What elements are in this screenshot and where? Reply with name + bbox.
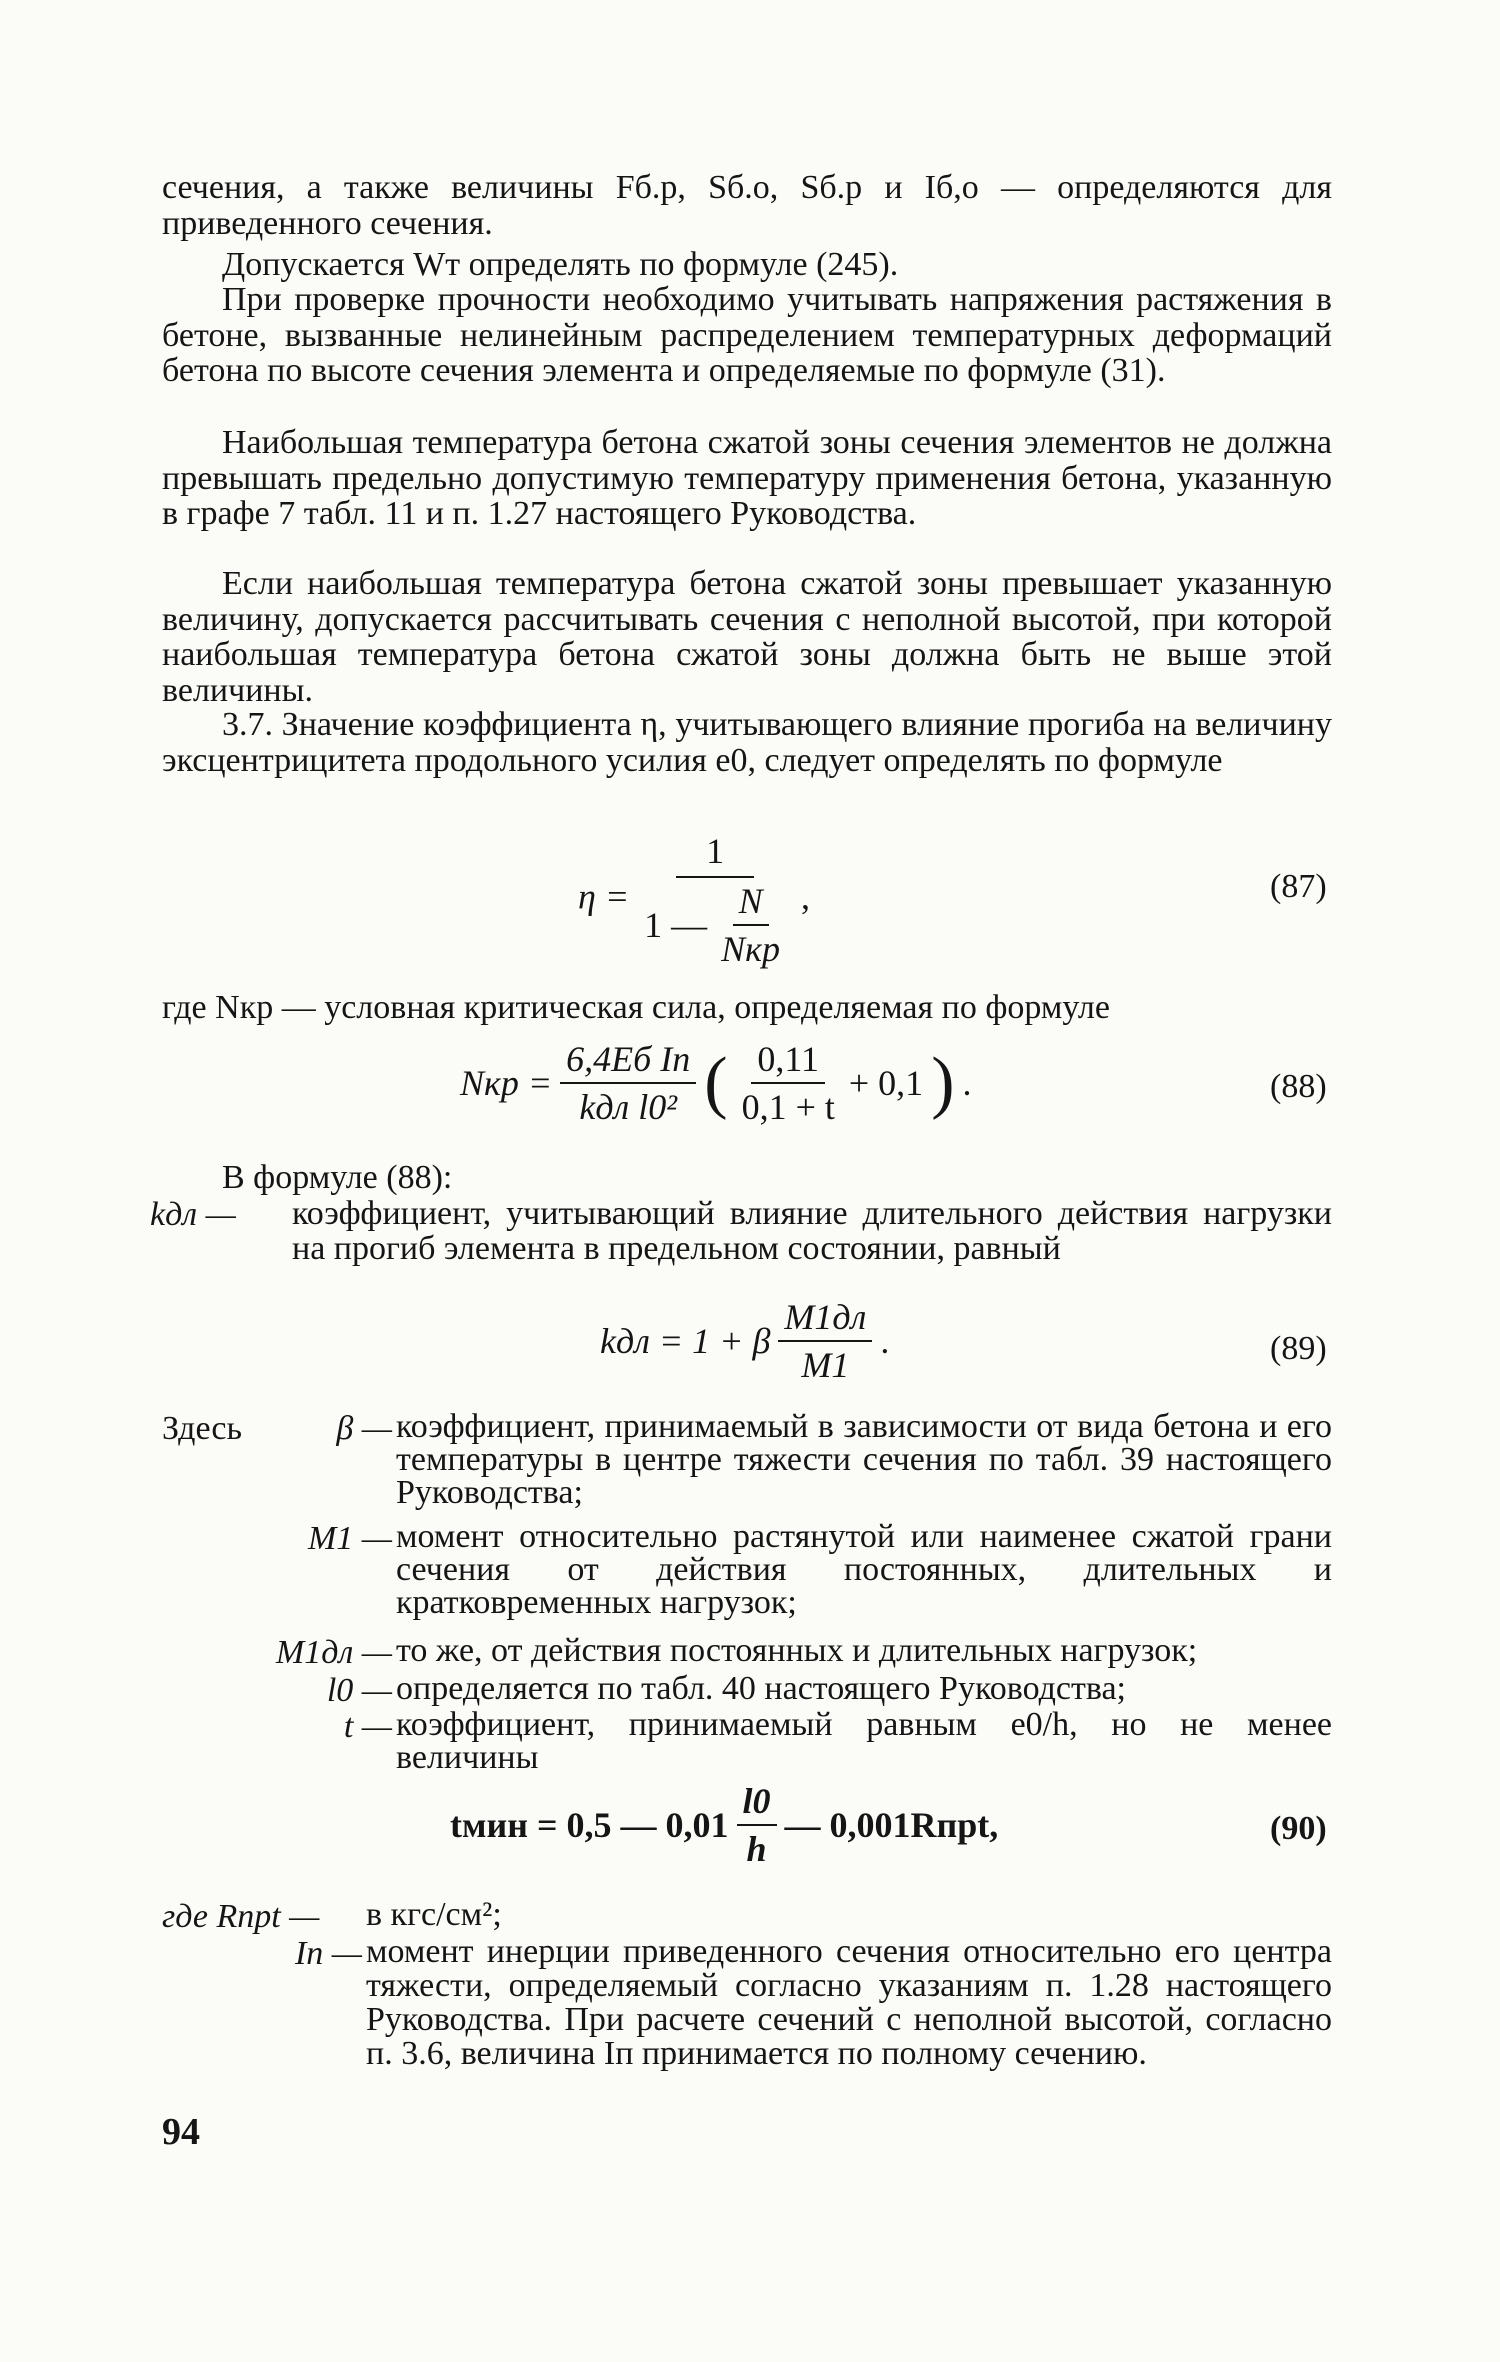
formula-90	[450, 1780, 998, 1870]
formula-87-denominator	[638, 878, 792, 970]
formula-89-numerator: M1дл	[778, 1296, 872, 1342]
equation-number-87: (87)	[1270, 868, 1327, 905]
kdl-term: kдл —	[150, 1196, 236, 1233]
paragraph-stress: При проверке прочности необходимо учитывать напряжения растяжения в бетоне, вызванные нелинейным распределением температурных деформаций бетона по высоте сечения элемента и определяемые по формуле (31).	[162, 281, 1332, 389]
where-ncr: где Nкр — условная критическая сила, определяемая по формуле	[162, 989, 1110, 1026]
def-beta-text: коэффициент, принимаемый в зависимости от вида бетона и его температуры в центре тяжести сечения по табл. 39 настоящего Руководства;	[396, 1408, 1332, 1511]
formula-88-inner-den: 0,1 + t	[741, 1087, 835, 1127]
where-rprt-text: в кгс/см²;	[366, 1896, 502, 1933]
where-rprt-term: где Rпрt —	[162, 1898, 320, 1935]
formula-87	[578, 830, 810, 970]
paragraph-partial-height: Если наибольшая температура бетона сжатой зоны превышает указанную величину, допускается рассчитывать сечения с неполной высотой, при которой наибольшая температура бетона сжатой зоны должна быть не выше этой величины.	[162, 565, 1332, 709]
paragraph-section-3-7: 3.7. Значение коэффициента η, учитывающего влияние прогиба на величину эксцентрицитета продольного усилия e0, следует определять по формуле	[162, 706, 1332, 779]
formula-90-rest: — 0,001Rпрt,	[784, 1805, 999, 1845]
formula-89	[600, 1296, 889, 1386]
formula-88-lhs: Nкр =	[460, 1063, 553, 1103]
formula-88-close-paren: )	[931, 1044, 955, 1121]
formula-89-fraction	[778, 1296, 872, 1386]
def-l0-text: определяется по табл. 40 настоящего Руководства;	[396, 1670, 1126, 1707]
def-m1dl-term: M1дл —	[275, 1634, 392, 1671]
page-number: 94	[162, 2111, 200, 2153]
formula-88-rest: + 0,1	[848, 1063, 924, 1103]
in-formula-88: В формуле (88):	[222, 1159, 453, 1196]
paragraph-max-temp: Наибольшая температура бетона сжатой зоны сечения элементов не должна превышать предельно допустимую температуру применения бетона, указанную в графе 7 табл. 11 и п. 1.27 настоящего Руководства.	[162, 424, 1332, 532]
formula-88-inner-num: 0,11	[751, 1038, 825, 1084]
def-m1-term: M1 —	[307, 1520, 392, 1557]
def-t-term: t —	[343, 1708, 392, 1745]
formula-87-inner-den: Nкр	[721, 929, 781, 969]
formula-87-den-prefix: 1 —	[644, 905, 708, 945]
formula-88-denominator: kдл l0²	[579, 1087, 678, 1127]
def-m1dl-text: то же, от действия постоянных и длительных нагрузок;	[396, 1632, 1198, 1669]
formula-90-fraction	[737, 1780, 777, 1870]
formula-87-numerator: 1	[676, 830, 754, 878]
formula-89-lhs: kдл = 1 + β	[600, 1321, 771, 1361]
formula-87-inner-fraction	[715, 880, 786, 970]
def-m1-text: момент относительно растянутой или наименее сжатой грани сечения от действия постоянных, длительных и кратковременных нагрузок;	[396, 1518, 1332, 1621]
formula-88-open-paren: (	[704, 1044, 728, 1121]
def-t-text: коэффициент, принимаемый равным e0/h, но не менее величины	[396, 1706, 1332, 1776]
formula-88-inner-fraction	[736, 1038, 841, 1128]
formula-88	[460, 1038, 972, 1128]
equation-number-89: (89)	[1270, 1330, 1327, 1367]
equation-number-88: (88)	[1270, 1068, 1327, 1105]
formula-90-denominator: h	[746, 1829, 767, 1869]
formula-88-numerator: 6,4Eб Iп	[560, 1038, 696, 1084]
def-ip-text: момент инерции приведенного сечения относительно его центра тяжести, определяемый согласно указаниям п. 1.28 настоящего Руководства. При расчете сечений с неполной высотой, согласно п. 3.6, величина Iп принимается по полному сечению.	[366, 1933, 1332, 2072]
formula-89-denominator: M1	[801, 1345, 850, 1385]
here-label: Здесь	[162, 1410, 243, 1447]
formula-90-numerator: l0	[737, 1780, 777, 1826]
def-l0-term: l0 —	[326, 1672, 392, 1709]
formula-87-lhs: η =	[578, 876, 630, 917]
kdl-text: коэффициент, учитывающий влияние длительного действия нагрузки на прогиб элемента в предельном состоянии, равный	[292, 1195, 1332, 1267]
formula-88-tail: .	[962, 1063, 972, 1103]
formula-88-fraction	[560, 1038, 696, 1128]
formula-90-lhs: tмин = 0,5 — 0,01	[450, 1805, 729, 1845]
formula-89-tail: .	[880, 1321, 890, 1361]
equation-number-90: (90)	[1270, 1810, 1327, 1847]
formula-87-inner-num: N	[733, 880, 769, 926]
paragraph-wt: Допускается Wт определять по формуле (245).	[222, 246, 899, 283]
def-beta-term: β —	[336, 1410, 392, 1447]
formula-87-tail: ,	[801, 876, 811, 917]
formula-87-fraction	[638, 830, 792, 970]
def-ip-term: Iп —	[294, 1935, 362, 1972]
paragraph-continuation: сечения, а также величины Fб.р, Sб.о, Sб.р и Iб,о — определяются для приведенного сечения.	[162, 169, 1332, 242]
